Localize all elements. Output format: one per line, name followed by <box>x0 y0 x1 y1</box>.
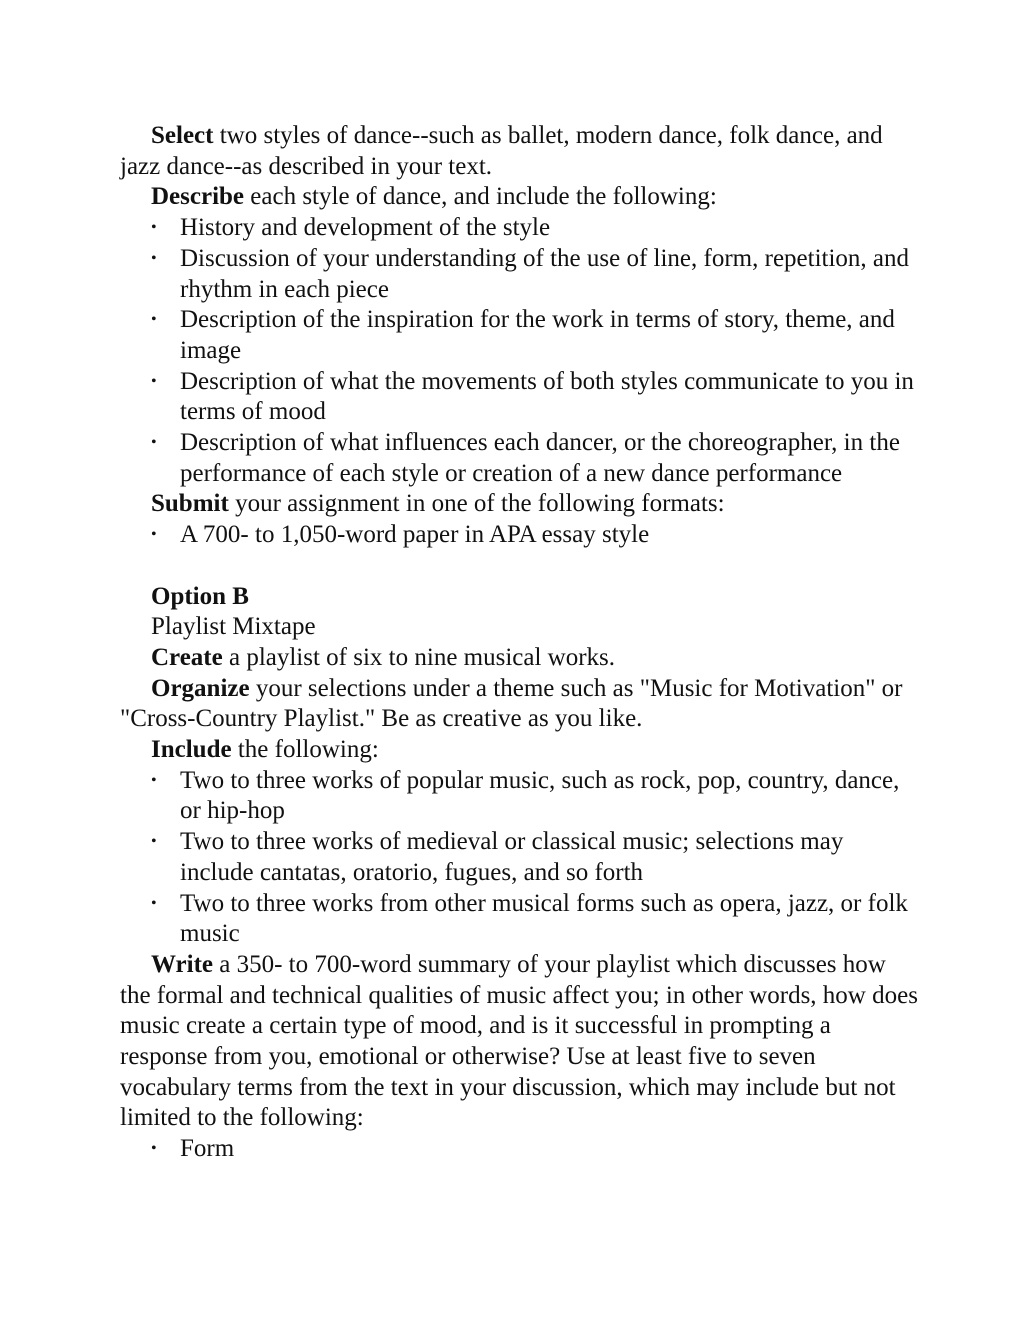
submit-text: your assignment in one of the following formats: <box>228 490 725 518</box>
document-body <box>120 121 920 1165</box>
create-text: a playlist of six to nine musical works. <box>222 643 616 671</box>
list-item-text: Description of the inspiration for the work in terms of story, theme, and image <box>180 306 895 364</box>
list-item-text: A 700- to 1,050-word paper in APA essay style <box>180 521 650 549</box>
create-instruction <box>120 643 920 674</box>
describe-instruction <box>120 182 920 213</box>
bullet-icon: • <box>151 1140 157 1158</box>
submit-list <box>120 520 920 551</box>
select-text: two styles of dance--such as ballet, modern dance, folk dance, and jazz dance--as described in your text. <box>120 122 883 180</box>
vocab-list <box>120 1134 920 1165</box>
list-item-text: Two to three works of popular music, such as rock, pop, country, dance, or hip-hop <box>180 766 900 825</box>
write-text: a 350- to 700-word summary of your playlist which discusses how the formal and technical qualities of music affect you; in other words, how does music create a certain type of mood, and is it successful in prompting a response from you, emotional or otherwise? Use at least five to seven vocabulary terms from the text in your discussion, which may include but not limited to the following: <box>120 950 918 1132</box>
list-item <box>120 367 920 428</box>
list-item-text: Form <box>180 1135 235 1163</box>
create-keyword: Create <box>151 643 223 671</box>
list-item <box>120 827 920 888</box>
option-b-subtitle: Playlist Mixtape <box>151 613 316 641</box>
describe-keyword: Describe <box>151 183 245 211</box>
include-list <box>120 766 920 950</box>
list-item <box>120 244 920 305</box>
list-item <box>120 213 920 244</box>
list-item <box>120 428 920 489</box>
bullet-icon: • <box>151 311 157 329</box>
option-b-heading <box>120 582 920 613</box>
list-item <box>120 305 920 366</box>
list-item <box>120 889 920 950</box>
select-keyword: Select <box>151 122 214 149</box>
list-item <box>120 1134 920 1165</box>
submit-keyword: Submit <box>151 490 229 518</box>
select-instruction <box>120 121 920 182</box>
list-item-text: Two to three works of medieval or classical music; selections may include cantatas, oratorio, fugues, and so forth <box>180 828 844 886</box>
list-item-text: Description of what the movements of both styles communicate to you in terms of mood <box>180 367 914 426</box>
list-item-text: History and development of the style <box>180 214 551 242</box>
bullet-icon: • <box>151 833 157 851</box>
describe-text: each style of dance, and include the following: <box>244 183 717 211</box>
list-item <box>120 520 920 551</box>
include-text: the following: <box>231 736 379 764</box>
write-instruction <box>120 950 920 1134</box>
organize-text: your selections under a theme such as "Music for Motivation" or "Cross-Country Playlist." Be as creative as you like. <box>120 674 903 733</box>
bullet-icon: • <box>151 894 157 912</box>
list-item-text: Discussion of your understanding of the use of line, form, repetition, and rhythm in each piece <box>180 244 910 303</box>
bullet-icon: • <box>151 434 157 452</box>
list-item <box>120 766 920 827</box>
include-keyword: Include <box>151 736 232 764</box>
bullet-icon: • <box>151 219 157 237</box>
option-b-title: Option B <box>151 582 249 610</box>
list-item-text: Description of what influences each dancer, or the choreographer, in the performance of each style or creation of a new dance performance <box>180 429 900 487</box>
list-item-text: Two to three works from other musical forms such as opera, jazz, or folk music <box>180 889 908 948</box>
include-instruction <box>120 735 920 766</box>
submit-instruction <box>120 489 920 520</box>
describe-list <box>120 213 920 489</box>
bullet-icon: • <box>151 771 157 789</box>
organize-instruction <box>120 674 920 735</box>
write-keyword: Write <box>151 950 214 978</box>
organize-keyword: Organize <box>151 674 250 702</box>
bullet-icon: • <box>151 372 157 390</box>
spacer <box>120 551 920 582</box>
bullet-icon: • <box>151 526 157 544</box>
bullet-icon: • <box>151 249 157 267</box>
